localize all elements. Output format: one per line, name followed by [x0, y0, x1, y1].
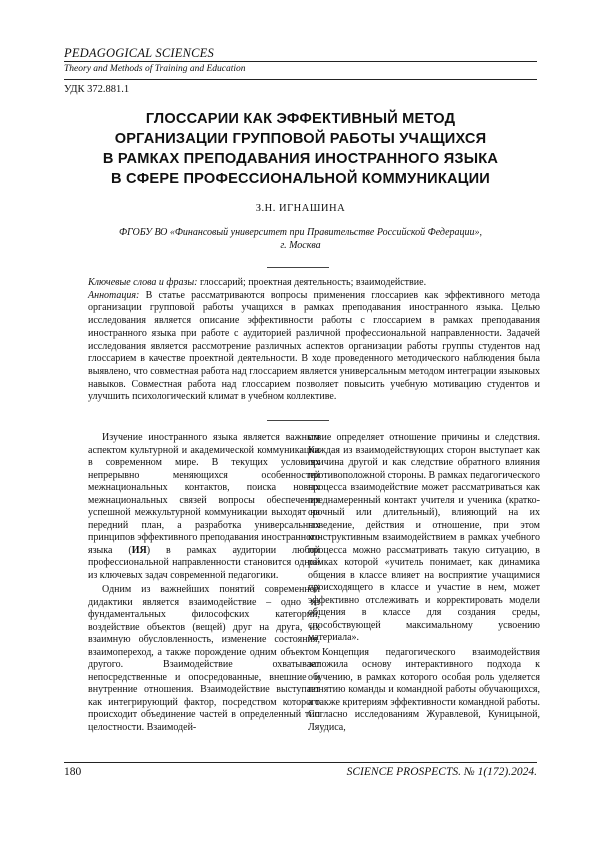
body-paragraph	[88, 432, 320, 582]
keywords-label: Ключевые слова и фразы:	[88, 277, 198, 288]
abstract-block	[88, 277, 540, 404]
journal-section-title: PEDAGOGICAL SCIENCES	[64, 46, 214, 60]
separator-rule-lower	[267, 420, 329, 421]
journal-citation: SCIENCE PROSPECTS. № 1(172).2024.	[346, 766, 537, 778]
body-column-right	[308, 432, 540, 734]
separator-rule	[267, 267, 329, 268]
title-line: ГЛОССАРИИ КАК ЭФФЕКТИВНЫЙ МЕТОД	[145, 111, 456, 127]
body-paragraph: ствие определяет отношение причины и следствия. Каждая из взаимодействующих сторон выступает как причина другой и как следствие обратного влияния противоположной стороны. В рамках педагогического процесса взаимодействие может рассматриваться как преднамеренный контакт учителя и ученика (краткосрочный или длительный), влияющий на их поведение, действия и отношение, при этом конструктивным взаимодействием в рамках учебного процесса можно рассматривать такую ситуацию, в рамках которой «учитель понимает, как динамика общения в классе влияет на восприятие учащимися происходящего в классе и участие в нем, может эффективно отслеживать и корректировать модели общения в классе для создания среды, способствующей максимальному усвоению материала».	[308, 432, 540, 643]
abstract	[88, 290, 540, 404]
paragraph-text: Изучение иностранного языка является важным аспектом культурной и академической коммуникации в современном мире. В текущих условиях непрерывно меняющихся особенностей межнациональных контактов, поиска новых межнациональных связей вопросы обеспечения успешной межкультурной коммуникации выходят на передний план, а разработка универсальных принципов эффективного преподавания иностранного языка (	[88, 432, 320, 556]
footer-divider	[64, 762, 537, 763]
header-divider-lower	[64, 79, 537, 80]
keywords-text: глоссарий; проектная деятельность; взаимодействие.	[197, 277, 427, 288]
title-line: ОРГАНИЗАЦИИ ГРУППОВОЙ РАБОТЫ УЧАЩИХСЯ	[114, 131, 487, 147]
author-name: З.Н. ИГНАШИНА	[255, 203, 346, 214]
article-title	[64, 109, 537, 189]
paragraph-text: ) в рамках аудитории любой профессиональной направленности становится одной из ключевых задач современной педагогики.	[88, 544, 320, 581]
body-paragraph: Концепция педагогического взаимодействия заложила основу интерактивного подхода к обучению, в рамках которого особая роль уделяется понятию команды и командной работы обучающихся, а также критериям эффективности командной работы. Согласно исследованиям Журавлевой, Куницыной, Ляудиса,	[308, 646, 540, 733]
udk-code: УДК 372.881.1	[64, 84, 130, 95]
journal-subsection-title: Theory and Methods of Training and Education	[64, 64, 246, 74]
abstract-label: Аннотация:	[88, 289, 140, 301]
body-paragraph: Одним из важнейших понятий современной дидактики является взаимодействие – одно из фундаментальных философских категорий, воздействие объектов (вещей) друг на друга, их взаимную обусловленность, изменение состояния, взаимопереход, а также порождение одним объектом другого. Взаимодействие охватывает непосредственные и опосредованные, внешние и внутренние отношения. Взаимодействие выступает как интегрирующий фактор, посредством которого происходит объединение частей в определенный тип целостности. Взаимодей-	[88, 584, 320, 733]
title-line: В РАМКАХ ПРЕПОДАВАНИЯ ИНОСТРАННОГО ЯЗЫКА	[102, 151, 499, 167]
affiliation-line: г. Москва	[280, 240, 321, 251]
title-line: В СФЕРЕ ПРОФЕССИОНАЛЬНОЙ КОММУНИКАЦИИ	[111, 171, 490, 187]
page-number: 180	[64, 766, 82, 778]
abstract-text: В статье рассматриваются вопросы применения глоссариев как эффективного метода организации групповой работы учащихся в рамках преподавания иностранного языка. Целью исследования является описание эффективности работы с глоссарием в рамках преподавания иностранного языка при работе с аудиторией различной профессиональной направленности. Задачей исследования является рассмотрение различных аспектов организации работы группы студентов над глоссарием в качестве проектной деятельности. В ходе проведенного методического наблюдения была выявлено, что совместная работа над глоссарием является универсальным методом интеграции языковых навыков. Совместная работа над глоссарием позволяет повысить учебную мотивацию студентов и улучшить психологический климат в учебном коллективе.	[88, 289, 540, 403]
affiliation	[64, 226, 537, 252]
affiliation-line: ФГОБУ ВО «Финансовый университет при Правительстве Российской Федерации»,	[118, 227, 483, 238]
abbreviation: ИЯ	[131, 544, 147, 556]
header-divider	[64, 61, 537, 62]
keywords	[88, 277, 540, 290]
body-column-left	[88, 432, 320, 734]
